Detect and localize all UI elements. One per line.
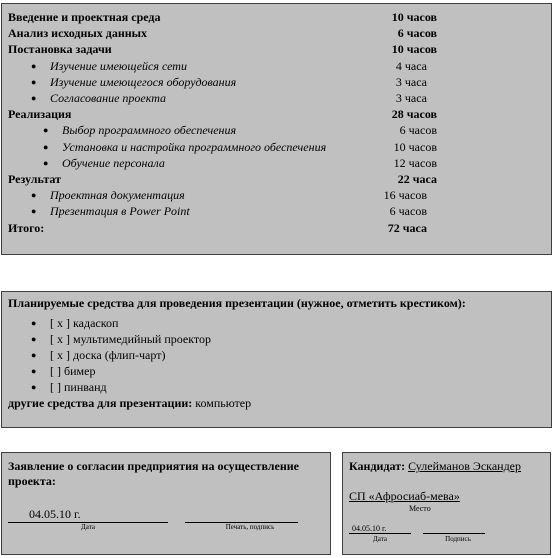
bullet-icon: ● bbox=[31, 206, 37, 217]
bullet-icon: ● bbox=[31, 334, 37, 344]
schedule-item-hours: 16 часов bbox=[383, 188, 427, 203]
candidate-date: 04.05.10 г. bbox=[352, 524, 387, 533]
schedule-row bbox=[2, 220, 551, 236]
candidate-organization: СП «Афросиаб-мева» bbox=[349, 489, 460, 503]
other-equipment-value: компьютер bbox=[195, 396, 252, 410]
schedule-item-hours: 6 часов bbox=[389, 204, 427, 219]
schedule-item-label: Изучение имеющейся сети bbox=[50, 58, 187, 73]
schedule-item-hours: 22 часа bbox=[397, 172, 437, 186]
schedule-row bbox=[2, 187, 551, 203]
equipment-item-label: [ x ] кадаскоп bbox=[50, 316, 119, 330]
schedule-item-label: Изучение имеющегося оборудования bbox=[50, 74, 237, 89]
equipment-item[interactable] bbox=[2, 315, 551, 331]
equipment-item-label: [ x ] мультимедийный проектор bbox=[50, 332, 211, 346]
bullet-icon: ● bbox=[31, 382, 37, 392]
bullet-icon: ● bbox=[31, 76, 37, 87]
bullet-icon: ● bbox=[31, 366, 37, 376]
schedule-item-label: Установка и настройка программного обеспечения bbox=[62, 139, 327, 154]
schedule-item-label: Введение и проектная среда bbox=[8, 10, 161, 24]
schedule-row bbox=[2, 74, 551, 90]
agreement-panel bbox=[1, 452, 331, 555]
schedule-item-hours: 10 часов bbox=[391, 42, 437, 57]
schedule-item-hours: 12 часов bbox=[393, 155, 437, 170]
candidate-signature-field bbox=[423, 521, 485, 534]
schedule-row bbox=[2, 106, 551, 122]
schedule-item-label: Реализация bbox=[8, 107, 72, 122]
agreement-title: Заявление о согласии предприятия на осуществление проекта: bbox=[8, 459, 299, 488]
schedule-row bbox=[2, 9, 551, 25]
schedule-item-hours: 6 часов bbox=[397, 26, 437, 41]
equipment-item-label: [ x ] доска (флип-чарт) bbox=[50, 348, 166, 362]
candidate-place-caption: Место bbox=[409, 504, 431, 513]
schedule-item-label: Проектная документация bbox=[50, 188, 185, 203]
equipment-panel bbox=[1, 291, 552, 428]
agreement-date-caption: Дата bbox=[81, 523, 95, 531]
agreement-signature-caption: Печать, подпись bbox=[225, 523, 275, 531]
schedule-item-label: Выбор программного обеспечения bbox=[62, 123, 237, 138]
bullet-icon: ● bbox=[43, 141, 49, 152]
bullet-icon: ● bbox=[43, 125, 49, 136]
bullet-icon: ● bbox=[31, 93, 37, 103]
equipment-item-label: [ ] бимер bbox=[50, 364, 96, 378]
schedule-item-hours: 6 часов bbox=[399, 123, 437, 138]
schedule-item-hours: 4 часа bbox=[395, 58, 427, 73]
bullet-icon: ● bbox=[31, 60, 37, 71]
schedule-item-label: Согласование проекта bbox=[50, 91, 167, 105]
candidate-panel bbox=[342, 452, 551, 555]
equipment-item[interactable] bbox=[2, 379, 551, 395]
candidate-line bbox=[349, 459, 521, 474]
bullet-icon: ● bbox=[43, 157, 49, 168]
schedule-item-hours: 10 часов bbox=[391, 10, 437, 24]
schedule-item-label: Результат bbox=[8, 172, 62, 186]
schedule-row bbox=[2, 203, 551, 219]
schedule-item-label: Постановка задачи bbox=[8, 42, 112, 57]
candidate-signature-caption: Подпись bbox=[445, 535, 471, 543]
schedule-row bbox=[2, 41, 551, 57]
schedule-item-hours: 10 часов bbox=[393, 139, 437, 154]
equipment-title: Планируемые средства для проведения презентации (нужное, отметить крестиком): bbox=[8, 296, 466, 310]
bullet-icon: ● bbox=[31, 350, 37, 360]
equipment-item[interactable] bbox=[2, 331, 551, 347]
agreement-signature-field bbox=[185, 507, 298, 523]
candidate-label: Кандидат: bbox=[349, 459, 406, 473]
schedule-item-label: Анализ исходных данных bbox=[8, 26, 148, 41]
schedule-row bbox=[2, 90, 551, 106]
bullet-icon: ● bbox=[31, 190, 37, 201]
candidate-name: Сулейманов Эскандер bbox=[408, 459, 522, 473]
schedule-row bbox=[2, 25, 551, 41]
equipment-item-label: [ ] пинванд bbox=[50, 380, 107, 394]
schedule-item-hours: 28 часов bbox=[391, 107, 437, 122]
schedule-row bbox=[2, 171, 551, 187]
schedule-row bbox=[2, 58, 551, 74]
schedule-panel bbox=[1, 3, 552, 255]
other-equipment bbox=[8, 396, 251, 411]
agreement-date-field bbox=[8, 507, 168, 523]
other-equipment-label: другие средства для презентации: bbox=[8, 396, 193, 410]
equipment-item[interactable] bbox=[2, 347, 551, 363]
candidate-date-field bbox=[349, 521, 411, 534]
equipment-item[interactable] bbox=[2, 363, 551, 379]
schedule-row bbox=[2, 122, 551, 138]
schedule-item-label: Презентация в Power Point bbox=[50, 204, 190, 219]
schedule-item-label: Итого: bbox=[8, 220, 45, 235]
candidate-date-caption: Дата bbox=[373, 535, 387, 543]
schedule-row bbox=[2, 155, 551, 171]
agreement-date: 04.05.10 г. bbox=[29, 507, 81, 521]
schedule-item-hours: 72 часа bbox=[387, 220, 427, 235]
schedule-item-hours: 3 часа bbox=[395, 91, 427, 105]
schedule-item-hours: 3 часа bbox=[395, 74, 427, 89]
schedule-item-label: Обучение персонала bbox=[62, 155, 165, 170]
schedule-row bbox=[2, 139, 551, 155]
bullet-icon: ● bbox=[31, 318, 37, 328]
